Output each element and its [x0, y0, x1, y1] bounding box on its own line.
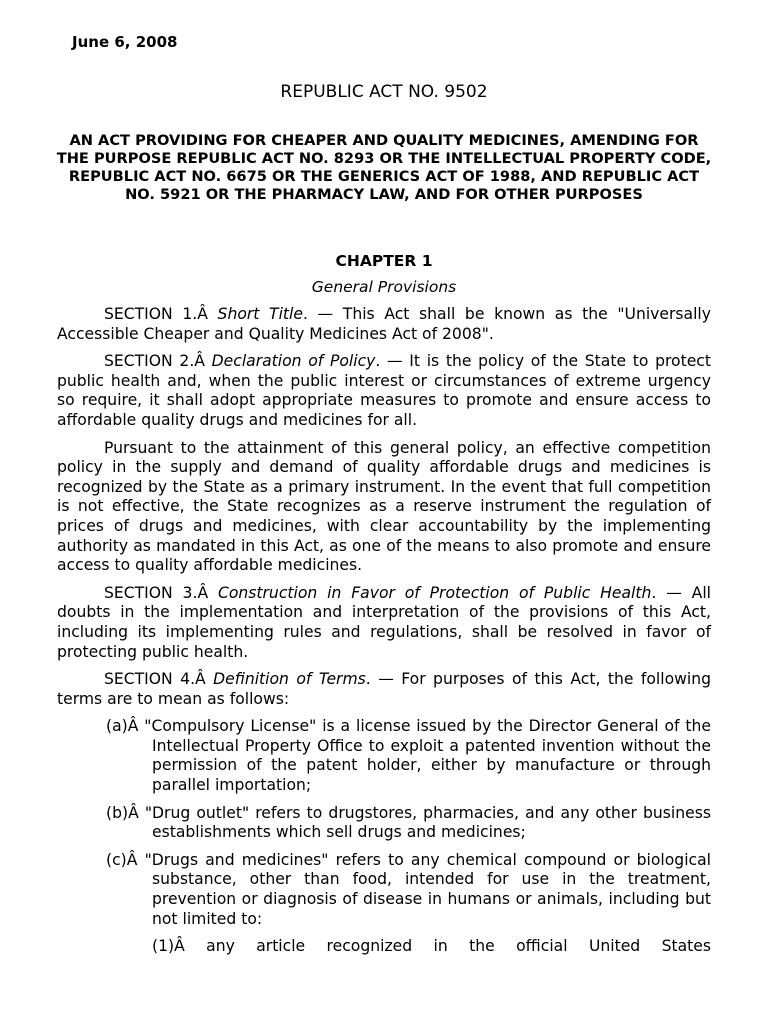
section-2 — [57, 352, 711, 430]
document-date: June 6, 2008 — [72, 33, 178, 51]
section-1-label: SECTION 1.Â — [104, 305, 218, 323]
section-4 — [57, 670, 711, 709]
section-4-heading: Definition of Terms — [213, 670, 366, 689]
section-4-text: . — For purposes of this Act, the following terms are to mean as follows: — [57, 670, 711, 708]
section-1-text: . — This Act shall be known as the "Universally Accessible Cheaper and Quality Medicines Act of 2008". — [57, 305, 711, 343]
section-2-label: SECTION 2.Â — [104, 352, 212, 371]
section-2-text: . — It is the policy of the State to protect public health and, when the public interest or circumstances of extreme urgency so require, it shall adopt appropriate measures to promote and ensure access to affordable quality drugs and medicines for all. — [57, 352, 711, 429]
document-body — [57, 305, 711, 957]
act-title: AN ACT PROVIDING FOR CHEAPER AND QUALITY MEDICINES, AMENDING FOR THE PURPOSE REPUBLIC ACT NO. 8293 OR THE INTELLECTUAL PROPERTY CODE, REPUBLIC ACT NO. 6675 OR THE GENERICS ACT OF 1988, AND REPUBLIC ACT NO. 5921 OR THE PHARMACY LAW, AND FOR OTHER PURPOSES — [56, 132, 712, 203]
definition-c: (c)Â "Drugs and medicines" refers to any chemical compound or biological substance, other than food, intended for use in the treatment, prevention or diagnosis of disease in humans or animals, including but not limited to: — [106, 850, 711, 928]
pursuant-paragraph: Pursuant to the attainment of this general policy, an effective competition policy in the supply and demand of quality affordable drugs and medicines is recognized by the State as a primary instrument. In the event that full competition is not effective, the State recognizes as a reserve instrument the regulation of prices of drugs and medicines, with clear accountability by the implementing authority as mandated in this Act, as one of the means to also promote and ensure access to quality affordable medicines. — [57, 438, 711, 575]
act-number: REPUBLIC ACT NO. 9502 — [280, 82, 488, 102]
section-3-label: SECTION 3.Â — [104, 583, 218, 602]
definition-b: (b)Â "Drug outlet" refers to drugstores, pharmacies, and any other business establishments which sell drugs and medicines; — [106, 803, 711, 842]
definition-c-1: (1)Â any article recognized in the official United States — [152, 937, 711, 956]
section-2-heading: Declaration of Policy — [211, 352, 376, 371]
definition-a: (a)Â "Compulsory License" is a license issued by the Director General of the Intellectual Property Office to exploit a patented invention without the permission of the patent holder, either by manufacture or through parallel importation; — [106, 717, 711, 795]
section-1 — [57, 305, 711, 344]
section-3-heading: Construction in Favor of Protection of Public Health — [217, 583, 652, 602]
section-1-heading: Short Title — [217, 305, 303, 323]
section-3 — [57, 584, 711, 662]
section-4-label: SECTION 4.Â — [104, 670, 214, 689]
section-3-text: . — All doubts in the implementation and interpretation of the provisions of this Act, including its implementing rules and regulations, shall be resolved in favor of protecting public health. — [57, 583, 711, 661]
chapter-heading: CHAPTER 1 — [335, 252, 433, 270]
chapter-subtitle: General Provisions — [311, 278, 457, 296]
